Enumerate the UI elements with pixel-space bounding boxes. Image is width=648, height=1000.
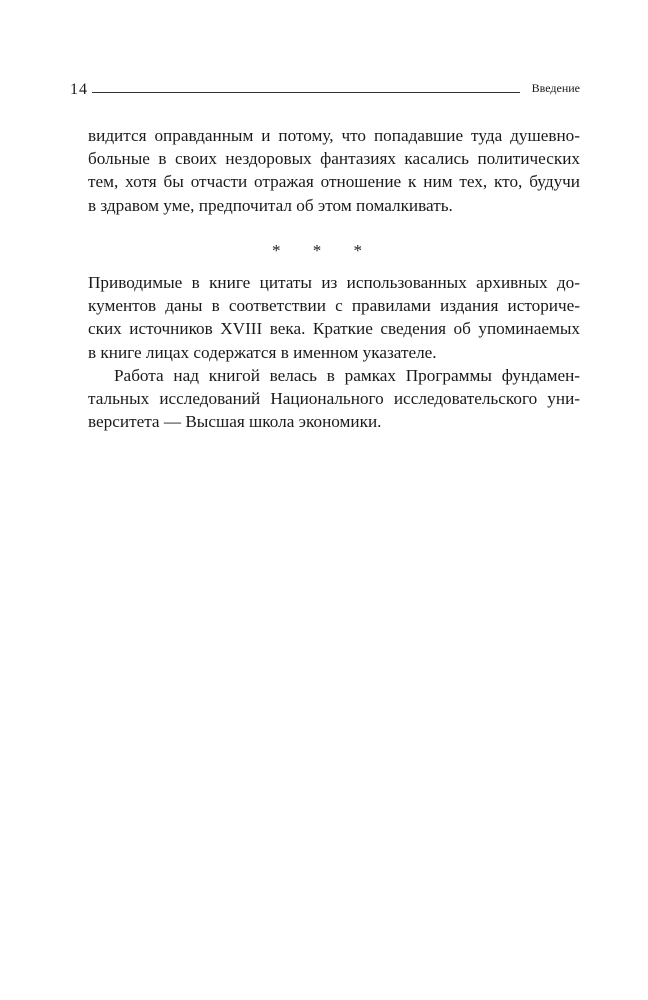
running-title: Введение <box>531 81 580 95</box>
header-rule <box>92 92 520 93</box>
running-header <box>70 80 580 100</box>
text-line: Работа над книгой велась в рамках Программы фундамен- <box>114 365 580 385</box>
text-line: тальных исследований Национального исследовательского уни- <box>88 389 580 409</box>
page-number: 14 <box>70 81 88 98</box>
text-line: кументов даны в соответствии с правилами издания историче- <box>88 296 580 316</box>
text-line: Приводимые в книге цитаты из использованных архивных до- <box>88 273 580 292</box>
paragraph-continuation <box>88 124 580 217</box>
text-line: больные в своих нездоровых фантазиях касались политических <box>88 149 580 169</box>
paragraph-citations <box>88 271 580 364</box>
text-line: ских источников XVIII века. Краткие сведения об упоминаемых <box>88 319 580 339</box>
section-separator: * * * <box>272 241 376 260</box>
paragraph-funding <box>88 364 580 434</box>
text-line: видится оправданным и потому, что попадавшие туда душевно- <box>88 126 580 145</box>
text-line: в здравом уме, предпочитал об этом помалкивать. <box>88 195 453 215</box>
notes-section <box>88 271 580 433</box>
text-line: верситета — Высшая школа экономики. <box>88 412 382 432</box>
text-line: тем, хотя бы отчасти отражая отношение к ним тех, кто, будучи <box>88 172 580 192</box>
text-line: в книге лицах содержатся в именном указателе. <box>88 342 437 362</box>
